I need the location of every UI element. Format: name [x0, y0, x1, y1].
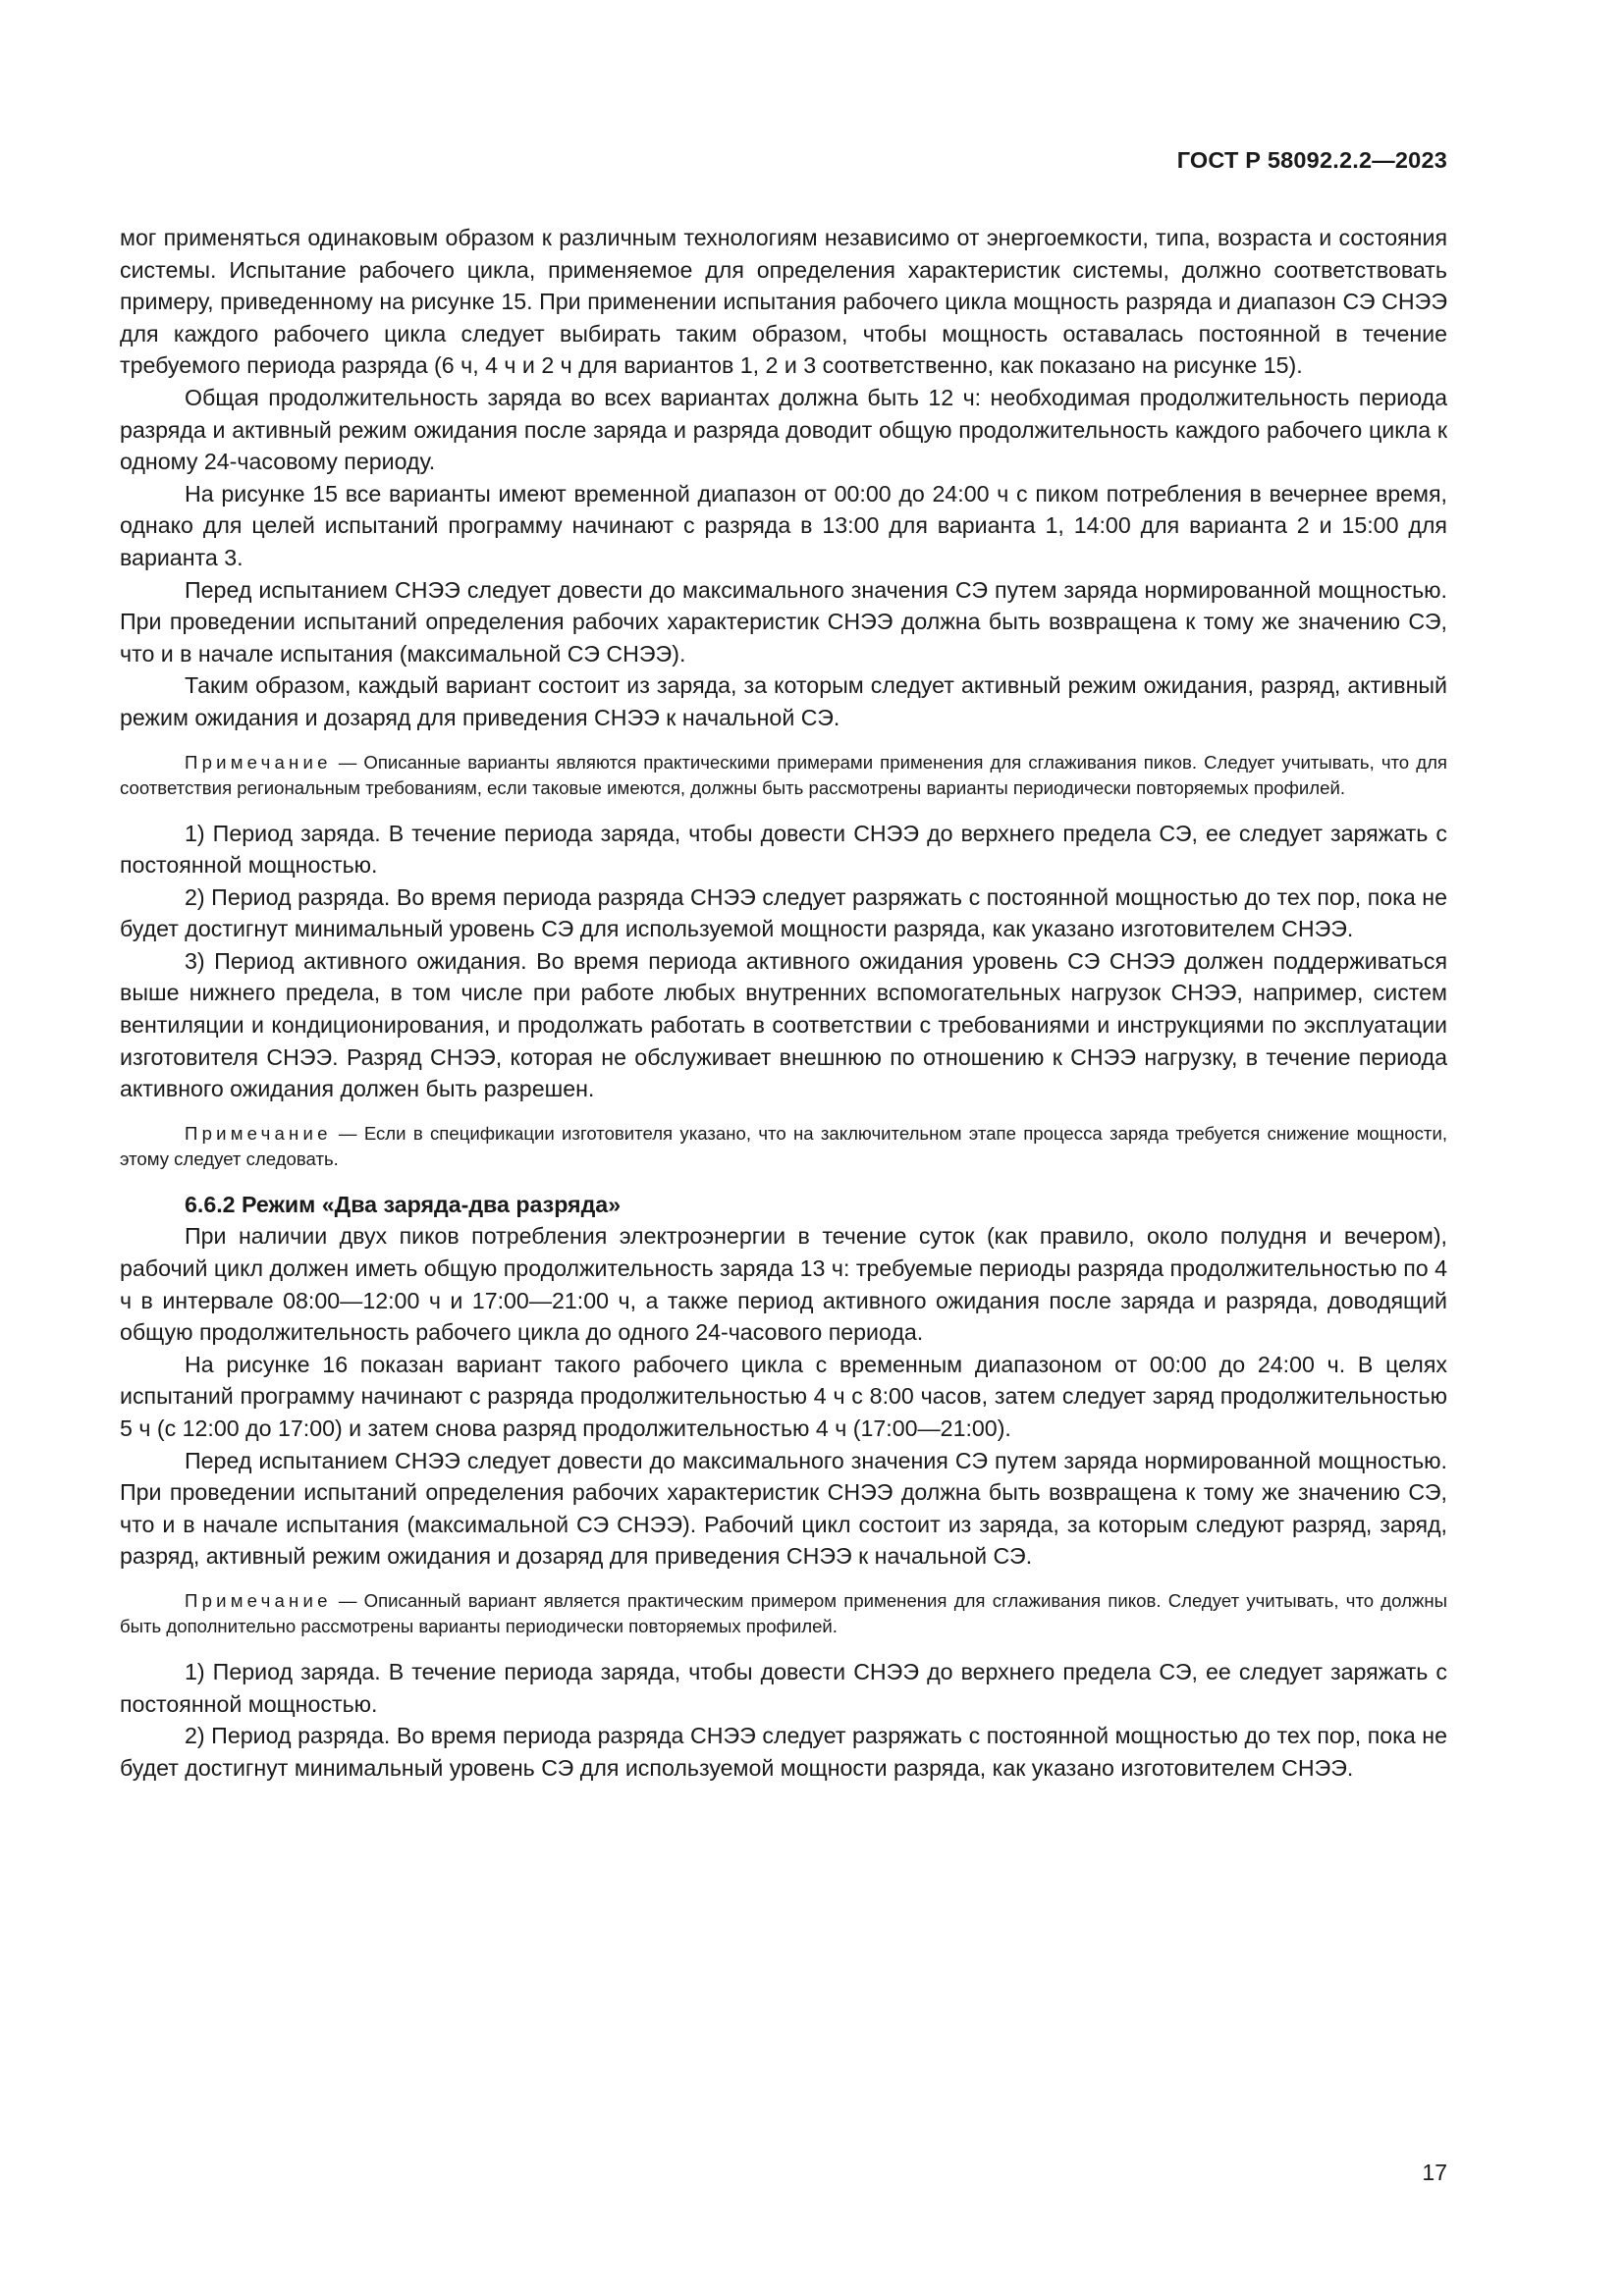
note-label: Примечание [185, 1122, 332, 1144]
list-item: 3) Период активного ожидания. Во время периода активного ожидания уровень СЭ СНЭЭ должен поддерживаться выше нижнего предела, в том числе при работе любых внутренних вспомогательных нагрузок СНЭЭ, например, систем вентиляции и кондиционирования, и продолжать работать в соответствии с требованиями и инструкциями по эксплуатации изготовителя СНЭЭ. Разряд СНЭЭ, которая не обслуживает внешнюю по отношению к СНЭЭ нагрузку, в течение периода активного ожидания должен быть разрешен. [120, 947, 1447, 1102]
list-item: 1) Период заряда. В течение периода заряда, чтобы довести СНЭЭ до верхнего предела СЭ, ее следует заряжать с постоянной мощностью. [120, 1658, 1447, 1717]
list-item: 2) Период разряда. Во время периода разряда СНЭЭ следует разряжать с постоянной мощностью до тех пор, пока не будет достигнут минимальный уровень СЭ для используемой мощности разряда, как указано изготовителем СНЭЭ. [120, 883, 1447, 942]
note-text: — Описанный вариант является практическим примером применения для сглаживания пиков. Следует учитывать, что должны быть дополнительно рассмотрены варианты периодически повторяемых профилей. [120, 1589, 1447, 1637]
note [120, 1588, 1447, 1640]
list-item: 1) Период заряда. В течение периода заряда, чтобы довести СНЭЭ до верхнего предела СЭ, ее следует заряжать с постоянной мощностью. [120, 820, 1447, 879]
document-code-header: ГОСТ Р 58092.2.2—2023 [1176, 147, 1447, 173]
paragraph: На рисунке 16 показан вариант такого рабочего цикла с временным диапазоном от 00:00 до 24:00 ч. В целях испытаний программу начинают с разряда продолжительностью 4 ч с 8:00 часов, затем следует заряд продолжительностью 5 ч (с 12:00 до 17:00) и затем снова разряд продолжительностью 4 ч (17:00—21:00). [120, 1351, 1447, 1441]
section-heading: 6.6.2 Режим «Два заряда-два разряда» [185, 1191, 622, 1217]
paragraph: Перед испытанием СНЭЭ следует довести до максимального значения СЭ путем заряда нормированной мощностью. При проведении испытаний определения рабочих характеристик СНЭЭ должна быть возвращена к тому же значению СЭ, что и в начале испытания (максимальной СЭ СНЭЭ). [120, 576, 1447, 667]
note [120, 750, 1447, 802]
note-label: Примечание [185, 751, 332, 773]
list-item: 2) Период разряда. Во время периода разряда СНЭЭ следует разряжать с постоянной мощностью до тех пор, пока не будет достигнут минимальный уровень СЭ для используемой мощности разряда, как указано изготовителем СНЭЭ. [120, 1723, 1447, 1781]
paragraph: мог применяться одинаковым образом к различным технологиям независимо от энергоемкости, типа, возраста и состояния системы. Испытание рабочего цикла, применяемое для определения характеристик системы, должно соответствовать примеру, приведенному на рисунке 15. При применении испытания рабочего цикла мощность разряда и диапазон СЭ СНЭЭ для каждого рабочего цикла следует выбирать таким образом, чтобы мощность оставалась постоянной в течение требуемого периода разряда (6 ч, 4 ч и 2 ч для вариантов 1, 2 и 3 соответственно, как показано на рисунке 15). [120, 225, 1447, 379]
paragraph: При наличии двух пиков потребления электроэнергии в течение суток (как правило, около полудня и вечером), рабочий цикл должен иметь общую продолжительность заряда 13 ч: требуемые периоды разряда продолжительностью по 4 ч в интервале 08:00—12:00 ч и 17:00—21:00 ч, а также период активного ожидания после заряда и разряда, доводящий общую продолжительность рабочего цикла до одного 24-часового периода. [120, 1223, 1447, 1346]
paragraph: Таким образом, каждый вариант состоит из заряда, за которым следует активный режим ожидания, разряд, активный режим ожидания и дозаряд для приведения СНЭЭ к начальной СЭ. [120, 672, 1447, 730]
document-body [120, 222, 1447, 1784]
document-page [120, 0, 1447, 2296]
paragraph: На рисунке 15 все варианты имеют временной диапазон от 00:00 до 24:00 ч с пиком потребления в вечернее время, однако для целей испытаний программу начинают с разряда в 13:00 для варианта 1, 14:00 для варианта 2 и 15:00 для варианта 3. [120, 480, 1447, 570]
note-label: Примечание [185, 1589, 332, 1611]
page-number: 17 [1422, 2160, 1447, 2185]
paragraph: Общая продолжительность заряда во всех вариантах должна быть 12 ч: необходимая продолжительность периода разряда и активный режим ожидания после заряда и разряда доводит общую продолжительность каждого рабочего цикла к одному 24-часовому периоду. [120, 384, 1447, 475]
note-text: — Если в спецификации изготовителя указано, что на заключительном этапе процесса заряда требуется снижение мощности, этому следует следовать. [120, 1122, 1447, 1170]
note-text: — Описанные варианты являются практическими примерами применения для сглаживания пиков. Следует учитывать, что для соответствия региональным требованиям, если таковые имеются, должны быть рассмотрены варианты периодически повторяемых профилей. [120, 751, 1447, 798]
paragraph: Перед испытанием СНЭЭ следует довести до максимального значения СЭ путем заряда нормированной мощностью. При проведении испытаний определения рабочих характеристик СНЭЭ должна быть возвращена к тому же значению СЭ, что и в начале испытания (максимальной СЭ СНЭЭ). Рабочий цикл состоит из заряда, за которым следуют разряд, заряд, разряд, активный режим ожидания и дозаряд для приведения СНЭЭ к начальной СЭ. [120, 1447, 1447, 1570]
note [120, 1121, 1447, 1173]
